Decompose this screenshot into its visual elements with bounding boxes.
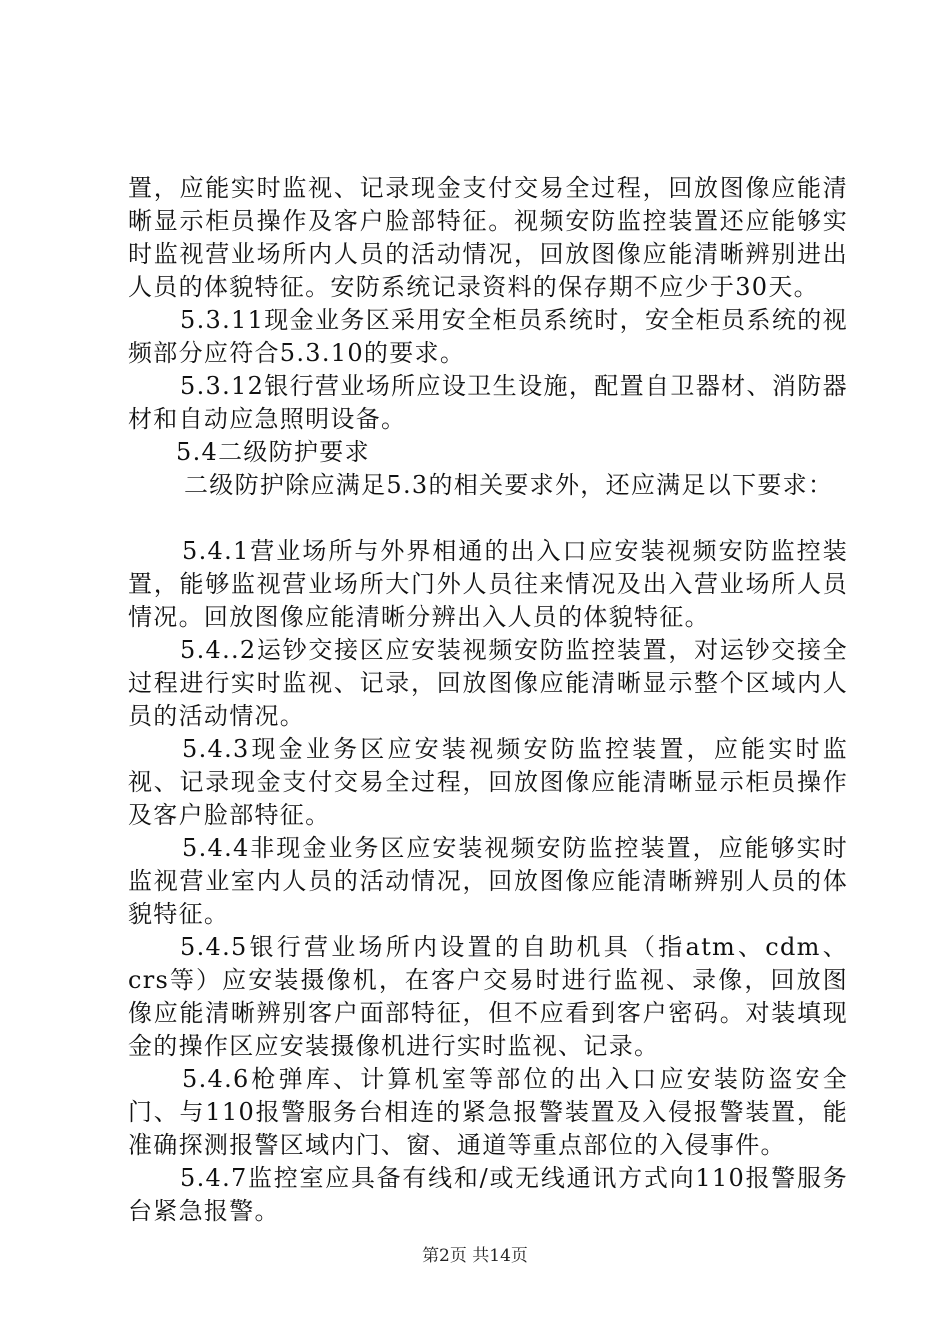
section-heading-5-4: 5.4二级防护要求 [176, 438, 370, 466]
paragraph-5-4-5: 5.4.5银行营业场所内设置的自助机具（指atm、cdm、crs等）应安装摄像机，在客户交易时进行监视、录像，回放图像应能清晰辨别客户面部特征，但不应看到客户密码。对装填现金的操作区应安装摄像机进行实时监视、记录。 [128, 933, 848, 1060]
paragraph-intro: 二级防护除应满足5.3的相关要求外，还应满足以下要求： [184, 471, 834, 499]
page-footer: 第2页 共14页 [422, 1246, 528, 1266]
paragraph-5-4-4: 5.4.4非现金业务区应安装视频安防监控装置，应能够实时监视营业室内人员的活动情况，回放图像应能清晰辨别人员的体貌特征。 [128, 834, 848, 928]
paragraph-continuation: 置，应能实时监视、记录现金支付交易全过程，回放图像应能清晰显示柜员操作及客户脸部特征。视频安防监控装置还应能够实时监视营业场所内人员的活动情况，回放图像应能清晰辨别进出人员的体貌特征。安防系统记录资料的保存期不应少于30天。 [128, 174, 848, 301]
paragraph-5-3-11: 5.3.11现金业务区采用安全柜员系统时，安全柜员系统的视频部分应符合5.3.10的要求。 [128, 306, 848, 367]
paragraph-5-4-7: 5.4.7监控室应具备有线和/或无线通讯方式向110报警服务台紧急报警。 [128, 1164, 848, 1225]
paragraph-5-4-1: 5.4.1营业场所与外界相通的出入口应安装视频安防监控装置，能够监视营业场所大门外人员往来情况及出入营业场所人员情况。回放图像应能清晰分辨出入人员的体貌特征。 [128, 537, 848, 631]
paragraph-5-4-3: 5.4.3现金业务区应安装视频安防监控装置，应能实时监视、记录现金支付交易全过程，回放图像应能清晰显示柜员操作及客户脸部特征。 [128, 735, 848, 829]
document-body [128, 172, 848, 1228]
paragraph-5-4-6: 5.4.6枪弹库、计算机室等部位的出入口应安装防盗安全门、与110报警服务台相连的紧急报警装置及入侵报警装置，能准确探测报警区域内门、窗、通道等重点部位的入侵事件。 [128, 1065, 848, 1159]
paragraph-5-4-2: 5.4..2运钞交接区应安装视频安防监控装置，对运钞交接全过程进行实时监视、记录，回放图像应能清晰显示整个区域内人员的活动情况。 [128, 636, 848, 730]
paragraph-5-3-12: 5.3.12银行营业场所应设卫生设施，配置自卫器材、消防器材和自动应急照明设备。 [128, 372, 848, 433]
